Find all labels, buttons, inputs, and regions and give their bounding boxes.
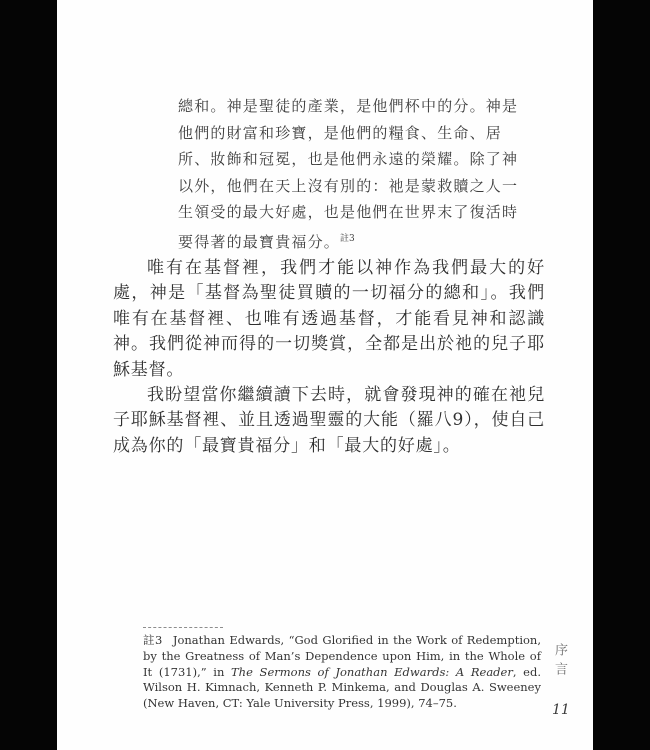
quote-last-line [178, 226, 540, 253]
footnote-book-title: The Sermons of Jonathan Edwards: A Reader [231, 664, 513, 679]
right-black-border [593, 0, 650, 750]
footnote-text: Jonathan Edwards, “God Glorified in the Work of Redemption, by the Greatness of Man’s Dependence upon Him, in the Whole of It (1731),” in [143, 633, 541, 679]
footnote-text: , ed. Wilson H. Kimnach, Kenneth P. Minkema, and Douglas A. Sweeney (New Haven, CT: Yale University Press, 1999), 74–75. [143, 664, 541, 711]
footnote-label: 註3 [143, 633, 163, 647]
blockquote [178, 93, 540, 252]
quote-line [178, 199, 540, 226]
quote-line: 所、妝飾和冠冕，也是他們永遠的榮耀。除了神 [178, 150, 519, 168]
page-number: 11 [552, 702, 570, 718]
footnote-divider [143, 627, 223, 628]
running-title-vertical: 序言 [552, 643, 567, 681]
left-black-border [0, 0, 57, 750]
quote-line-text: 要得著的最寶貴福分。 [178, 232, 341, 251]
footnote [143, 627, 541, 712]
quote-line: 以外，他們在天上沒有別的：祂是蒙救贖之人一 [178, 176, 519, 195]
paragraph-1: 唯有在基督裡，我們才能以神作為我們最大的好處，神是「基督為聖徒買贖的一切福分的總和」。我們唯有在基督裡、也唯有透過基督，才能看見神和認識神。我們從神而得的一切獎賞，全都是出於祂的兒子耶穌基督。 [113, 258, 545, 380]
paragraph-2: 我盼望當你繼續讀下去時，就會發現神的確在祂兒子耶穌基督裡、並且透過聖靈的大能（羅八9），使自己成為你的「最寶貴福分」和「最大的好處」。 [113, 385, 545, 456]
book-page [57, 0, 593, 750]
quote-line-text: 生領受的最大好處，也是他們在世界末了復活時 [178, 203, 519, 221]
footnote-reference-superscript: 註3 [340, 233, 355, 244]
body-text [113, 256, 545, 459]
quote-line: 他們的財富和珍寶，是他們的糧食、生命、居 [178, 123, 503, 142]
quote-line: 總和。神是聖徒的產業，是他們杯中的分。神是 [178, 97, 519, 115]
